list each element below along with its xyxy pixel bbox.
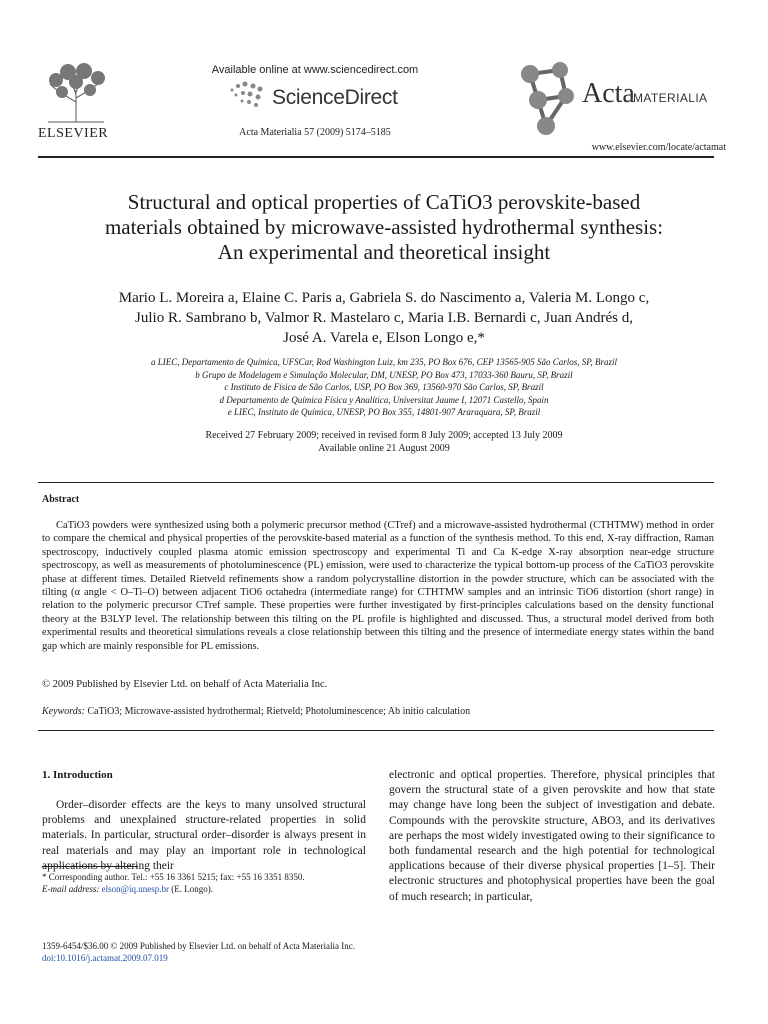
abstract-text: CaTiO3 powders were synthesized using both a polymeric precursor method (CTref) and a microwave-assisted hydrothermal (CTHTMW) method in order to compare the chemical and physical properties of the perovskite-based material as a function of the synthesis method. To this end, X-ray diffraction, Raman spectroscopy, inductively coupled plasma atomic emission spectroscopy and experimental Ti and Ca K-edge X-ray absorption near-edge structure spectroscopy, as well as measurements of photoluminescence (PL) emission, were used to characterize the typical bottom-up process of the CaTiO3 perovskite phase at different times. Detailed Rietveld refinements show a random polycrystalline distortion in the powder structure, which can be associated with the tilting (α angle < O–Ti–O) between adjacent TiO6 octahedra (intermediate range) for CTHTMW samples and an intrinsic TiO6 distortion (short range) in relation to the polymeric precursor CTref sample. These properties were further investigated by first-principles calculations based on the density functional theory at the B3LYP level. The relationship between this tilting on the PL profile is highlighted and discussed. Thus, a structural model derived from both experimental results and theoretical simulations reveals a close relationship between this tilting and the presence of intermediate energy states within the band gap which are mainly responsible for PL emissions. — [42, 520, 714, 652]
author-line: Mario L. Moreira a, Elaine C. Paris a, Gabriela S. do Nascimento a, Valeria M. Longo c, — [118, 290, 650, 306]
acta-wordmark: Acta — [582, 78, 635, 109]
footnote-email-line — [42, 883, 372, 895]
affiliation: a LIEC, Departamento de Química, UFSCar, Rod Washington Luiz, km 235, PO Box 676, CEP 13565-905 São Carlos, SP, Brazil — [150, 357, 618, 367]
affiliations — [70, 356, 698, 419]
journal-url[interactable]: www.elsevier.com/locate/actamat — [591, 142, 726, 153]
journal-reference: Acta Materialia 57 (2009) 5174–5185 — [239, 127, 391, 138]
corresponding-author-footnote — [42, 871, 372, 895]
footnote-divider — [42, 866, 138, 867]
keywords-label: Keywords: — [42, 706, 85, 717]
abstract-top-divider — [38, 482, 714, 483]
keywords-list: CaTiO3; Microwave-assisted hydrothermal; Rietveld; Photoluminescence; Ab initio calculation — [87, 706, 471, 717]
header-divider — [38, 156, 714, 158]
author-line: Julio R. Sambrano b, Valmor R. Mastelaro c, Maria I.B. Bernardi c, Juan Andrés d, — [135, 310, 633, 326]
acta-materialia-logo — [516, 60, 716, 138]
title-line: materials obtained by microwave-assisted hydrothermal synthesis: — [104, 215, 664, 239]
affiliation: b Grupo de Modelagem e Simulação Molecular, DM, UNESP, PO Box 473, 17033-360 Bauru, SP, Brazil — [195, 369, 573, 380]
title-line: An experimental and theoretical insight — [217, 240, 551, 264]
footnote-contact: * Corresponding author. Tel.: +55 16 3361 5215; fax: +55 16 3351 8350. — [42, 872, 305, 882]
author-list — [40, 288, 728, 348]
email-suffix: (E. Longo). — [171, 884, 213, 894]
affiliation: d Departamento de Química Física y Analítica, Universitat Jaume I, 12071 Castello, Spain — [219, 394, 549, 405]
available-date: Available online 21 August 2009 — [318, 443, 450, 454]
issn-line: 1359-6454/$36.00 © 2009 Published by Elsevier Ltd. on behalf of Acta Materialia Inc. — [42, 941, 356, 951]
title-line: Structural and optical properties of CaTiO3 perovskite-based — [127, 190, 641, 214]
affiliation: e LIEC, Instituto de Química, UNESP, PO Box 355, 14801-907 Araraquara, SP, Brazil — [227, 407, 541, 417]
received-dates: Received 27 February 2009; received in revised form 8 July 2009; accepted 13 July 2009 — [205, 430, 563, 441]
affiliation: c Instituto de Física de São Carlos, USP, PO Box 369, 13560-970 São Carlos, SP, Brazil — [224, 382, 544, 392]
abstract-bottom-divider — [38, 730, 714, 731]
abstract-heading: Abstract — [42, 494, 80, 505]
article-dates — [100, 429, 668, 455]
article-title — [60, 190, 708, 265]
doi-link[interactable]: doi:10.1016/j.actamat.2009.07.019 — [42, 953, 168, 963]
available-online-text: Available online at www.sciencedirect.com — [211, 64, 419, 76]
sciencedirect-wordmark: ScienceDirect — [272, 86, 398, 109]
materialia-wordmark: MATERIALIA — [633, 91, 708, 105]
keywords — [42, 706, 714, 717]
intro-paragraph-right: electronic and optical properties. Therefore, physical principles that govern the structural state of a given perovskite and how that state may change have long been the subject of investigation and debate. Compounds with the perovskite structure, ABO3, and its derivatives are perhaps the most widely investigated owing to their significance to both fundamental research and the high potential for technological applications because of their diverse physical properties [1–5]. Their electronic structures and photophysical properties have been the goal of much research; in particular, — [389, 769, 715, 903]
email-label: E-mail address: — [42, 884, 100, 894]
abstract-copyright: © 2009 Published by Elsevier Ltd. on behalf of Acta Materialia Inc. — [42, 679, 328, 690]
intro-paragraph-left: Order–disorder effects are the keys to many unsolved structural problems and unexplained structure-related properties in solid materials. In particular, structural order–disorder is always present in real materials and may play an important role in technological applications by altering their — [42, 799, 366, 872]
sciencedirect-logo — [228, 80, 418, 114]
sciencedirect-dots-icon — [228, 80, 268, 110]
molecule-icon — [516, 60, 586, 138]
email-link[interactable]: elson@iq.unesp.br — [101, 884, 169, 894]
author-line: José A. Varela e, Elson Longo e,* — [283, 330, 485, 346]
publisher-name: ELSEVIER — [38, 126, 109, 141]
section-heading-introduction: 1. Introduction — [42, 769, 113, 781]
